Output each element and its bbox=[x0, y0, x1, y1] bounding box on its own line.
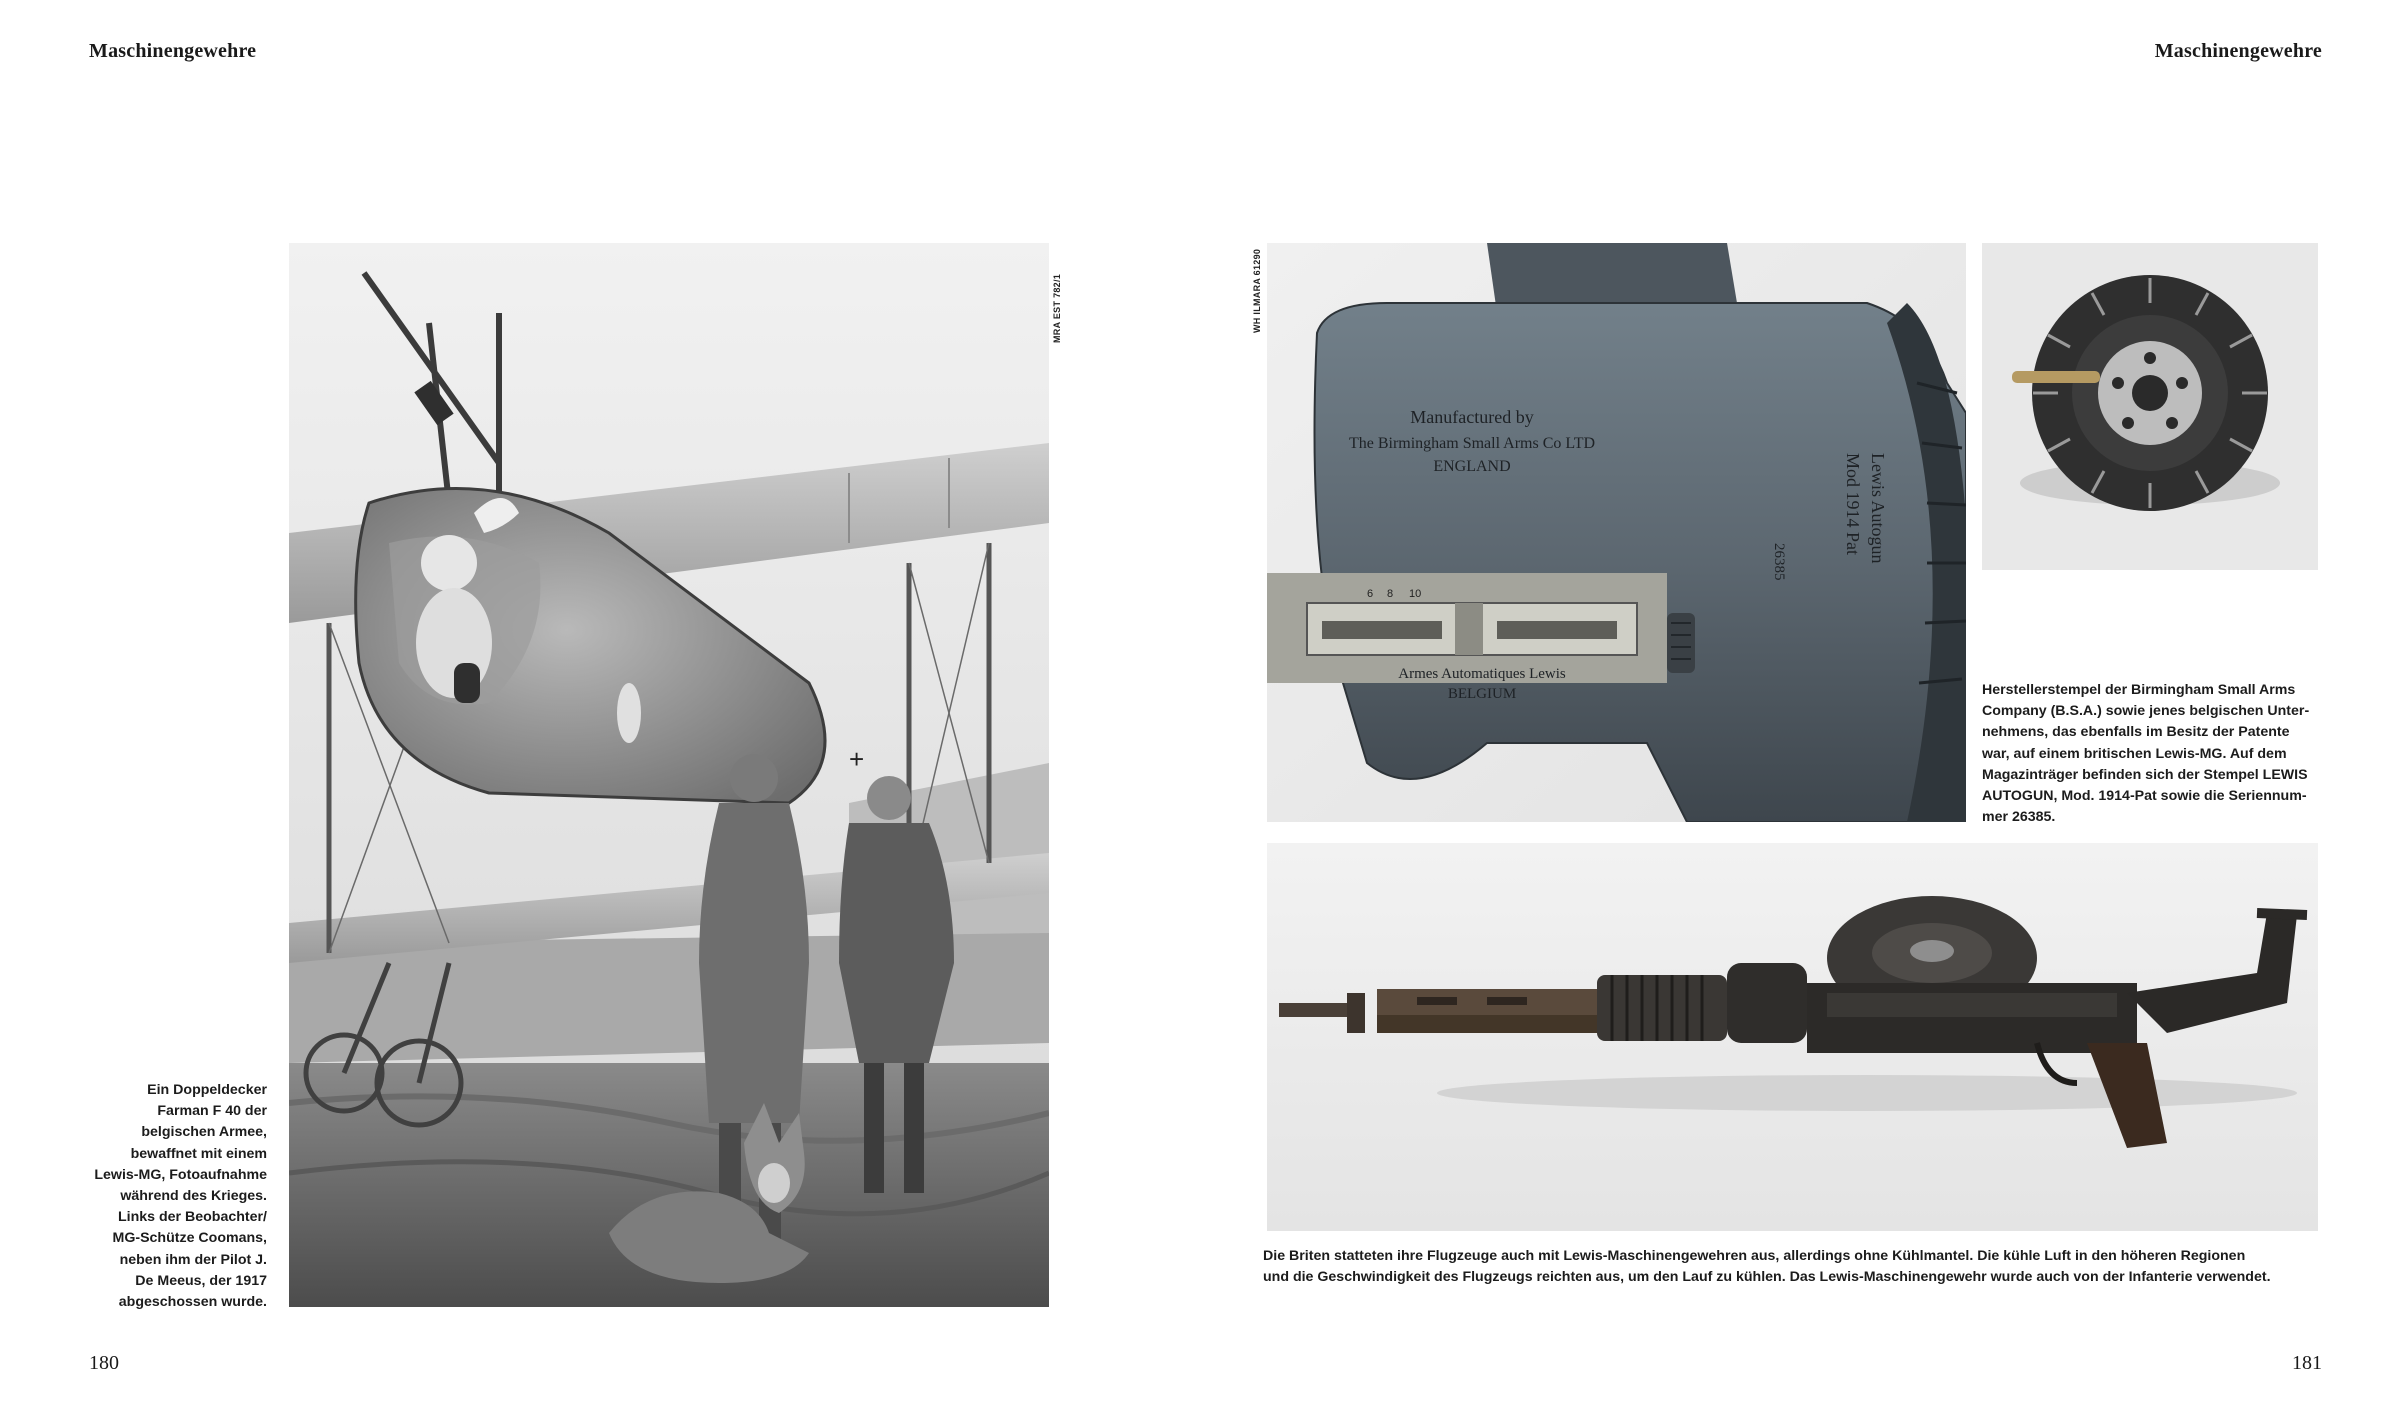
caption-left-line: abgeschossen wurde. bbox=[118, 1294, 267, 1311]
caption-left-line: neben ihm der Pilot J. bbox=[119, 1251, 267, 1268]
scale-mark: 10 bbox=[1409, 588, 1422, 600]
wing-cross-mark: + bbox=[849, 744, 865, 774]
caption-magazine-line: mer 26385. bbox=[1982, 809, 2056, 826]
page-number-right: 181 bbox=[2292, 1352, 2322, 1374]
stamp-line: Armes Automatiques Lewis bbox=[1398, 666, 1566, 682]
caption-left-line: Links der Beobachter/ bbox=[117, 1209, 267, 1226]
caption-magazine-line: Magazinträger befinden sich der Stempel LEWIS bbox=[1982, 766, 2308, 783]
running-head-right: Maschinengewehre bbox=[2154, 40, 2322, 62]
caption-bottom-line: Die Briten statteten ihre Flugzeuge auch mit Lewis-Maschinengewehren aus, allerdings ohne Kühlmantel. Die kühle Luft in den höheren Regionen bbox=[1263, 1248, 2246, 1264]
photo-credit-right: WH ILMARA 61290 bbox=[1252, 248, 1262, 333]
caption-left bbox=[92, 1080, 267, 1313]
caption-magazine-line: Herstellerstempel der Birmingham Small Arms bbox=[1982, 682, 2296, 698]
caption-left-line: Ein Doppeldecker bbox=[147, 1082, 267, 1098]
caption-magazine-line: nehmens, das ebenfalls im Besitz der Patente bbox=[1982, 724, 2290, 741]
caption-left-line: belgischen Armee, bbox=[141, 1124, 267, 1141]
caption-left-line: MG-Schütze Coomans, bbox=[112, 1230, 267, 1247]
scale-mark: 6 bbox=[1367, 588, 1374, 600]
caption-magazine bbox=[1982, 680, 2316, 828]
stamp-line: Manufactured by bbox=[1410, 407, 1534, 427]
page-number-left: 180 bbox=[89, 1352, 119, 1374]
caption-magazine-line: war, auf einem britischen Lewis-MG. Auf dem bbox=[1982, 745, 2287, 762]
stamp-line: The Birmingham Small Arms Co LTD bbox=[1348, 435, 1596, 452]
stamp-line: BELGIUM bbox=[1447, 686, 1517, 702]
caption-left-line: Farman F 40 der bbox=[157, 1103, 267, 1120]
caption-left-line: während des Krieges. bbox=[120, 1188, 267, 1205]
side-stamp-line: Lewis Autogun bbox=[1868, 453, 1888, 564]
caption-bottom bbox=[1263, 1246, 2318, 1288]
scale-mark: 8 bbox=[1387, 588, 1394, 600]
biplane-photo bbox=[289, 243, 1049, 1307]
side-stamp-line: Mod 1914 Pat bbox=[1843, 453, 1863, 556]
caption-magazine-line: Company (B.S.A.) sowie jenes belgischen Unter- bbox=[1982, 703, 2310, 720]
caption-left-line: Lewis-MG, Fotoaufnahme bbox=[94, 1166, 267, 1183]
drum-magazine-photo bbox=[1982, 243, 2318, 570]
caption-left-line: bewaffnet mit einem bbox=[130, 1145, 267, 1162]
receiver-closeup-photo bbox=[1267, 243, 1966, 822]
running-head-left: Maschinengewehre bbox=[89, 40, 257, 62]
caption-magazine-line: AUTOGUN, Mod. 1914-Pat sowie die Seriennum- bbox=[1982, 788, 2307, 805]
serial-stamp: 26385 bbox=[1771, 543, 1787, 581]
photo-credit-left: MRA EST 782/1 bbox=[1052, 273, 1062, 343]
caption-left-line: De Meeus, der 1917 bbox=[135, 1272, 267, 1289]
stamp-line: ENGLAND bbox=[1433, 458, 1511, 475]
caption-bottom-line: und die Geschwindigkeit des Flugzeugs reichten aus, um den Lauf zu kühlen. Das Lewis-Maschinengewehr wurde auch von der Infanterie verwendet. bbox=[1263, 1269, 2271, 1286]
lewis-gun-photo bbox=[1267, 843, 2318, 1231]
